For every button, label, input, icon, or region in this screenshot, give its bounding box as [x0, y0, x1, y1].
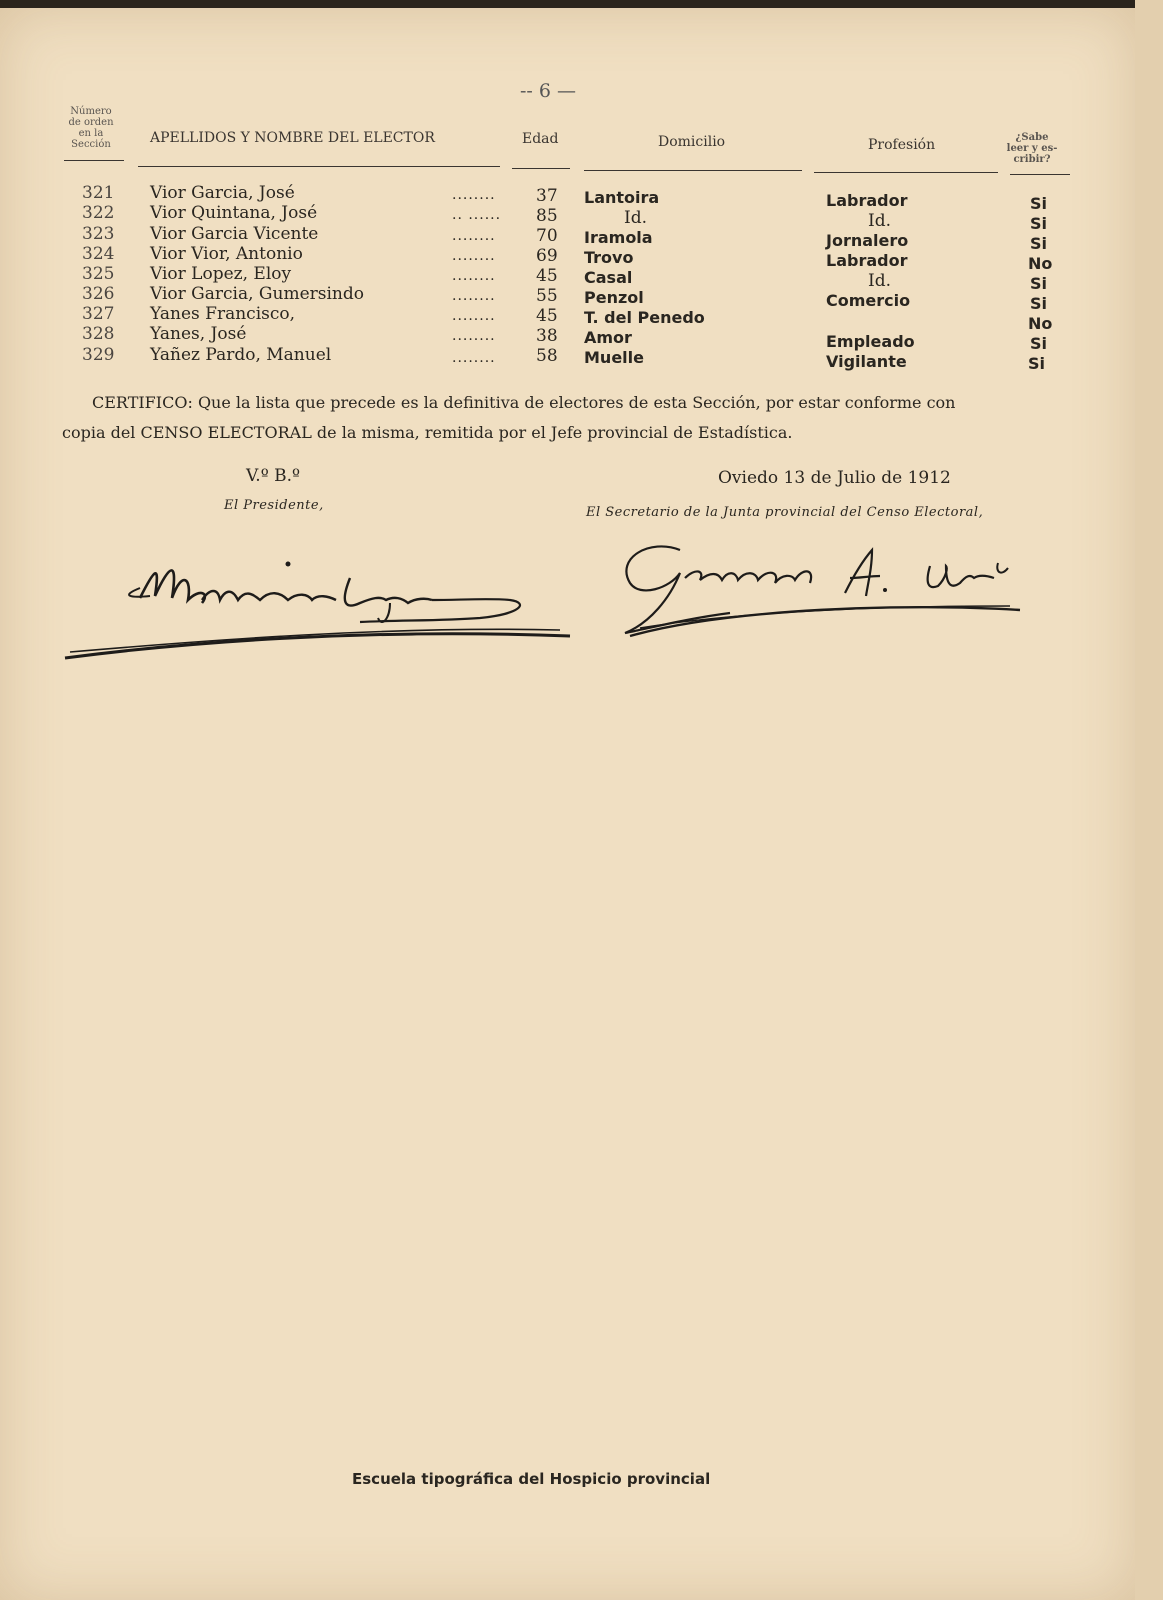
row-dots: ........ — [452, 187, 496, 203]
row-number: 321 — [82, 183, 115, 203]
header-numero-line: en la — [78, 128, 104, 139]
header-numero — [58, 106, 124, 150]
row-dots: ........ — [452, 308, 496, 324]
row-number: 324 — [82, 244, 115, 264]
row-number: 326 — [82, 284, 115, 304]
row-domicilio: Id. — [624, 208, 648, 228]
row-dots: ........ — [452, 288, 496, 304]
header-sabe-line: cribir? — [1013, 154, 1051, 165]
row-profesion: Id. — [868, 271, 892, 291]
row-number: 323 — [82, 224, 115, 244]
row-age: 45 — [536, 306, 558, 326]
header-rule — [1010, 174, 1070, 175]
row-name: Vior Vior, Antonio — [150, 244, 303, 264]
row-age: 55 — [536, 286, 558, 306]
row-domicilio: Iramola — [584, 228, 653, 247]
row-dots: ........ — [452, 328, 496, 344]
page-edge — [1135, 0, 1163, 1600]
row-number: 325 — [82, 264, 115, 284]
header-rule — [512, 168, 570, 169]
signature-president — [60, 548, 590, 668]
row-domicilio: Lantoira — [584, 188, 660, 207]
header-nombre: APELLIDOS Y NOMBRE DEL ELECTOR — [150, 130, 435, 146]
date-line: Oviedo 13 de Julio de 1912 — [718, 468, 951, 488]
row-name: Yañez Pardo, Manuel — [150, 345, 332, 365]
page-number: -- 6 — — [520, 80, 577, 102]
row-profesion: Empleado — [826, 332, 915, 351]
header-profesion: Profesión — [868, 137, 936, 153]
header-rule — [814, 172, 998, 173]
row-sabe: Si — [1030, 274, 1048, 293]
row-profesion: Labrador — [826, 251, 908, 270]
row-sabe: Si — [1030, 194, 1048, 213]
header-numero-line: Sección — [71, 139, 111, 150]
row-dots: ........ — [452, 228, 496, 244]
row-age: 58 — [536, 346, 558, 366]
header-numero-line: Número — [70, 106, 112, 117]
header-rule — [64, 160, 124, 161]
row-dots: ........ — [452, 268, 496, 284]
printer-footer: Escuela tipográfica del Hospicio provincial — [352, 1470, 711, 1488]
row-profesion: Id. — [868, 211, 892, 231]
row-age: 38 — [536, 326, 558, 346]
row-number: 327 — [82, 304, 115, 324]
row-domicilio: Muelle — [584, 348, 644, 367]
row-profesion: Vigilante — [826, 352, 907, 371]
header-sabe-line: leer y es- — [1006, 143, 1058, 154]
header-sabe-line: ¿Sabe — [1015, 132, 1049, 143]
row-age: 37 — [536, 186, 558, 206]
row-sabe: Si — [1030, 214, 1048, 233]
row-name: Yanes Francisco, — [150, 304, 296, 324]
header-domicilio: Domicilio — [658, 134, 726, 150]
row-name: Vior Lopez, Eloy — [150, 264, 292, 284]
secretary-label: El Secretario de la Junta provincial del Censo Electoral, — [586, 505, 984, 520]
row-sabe: Si — [1030, 294, 1048, 313]
signature-secretary — [610, 528, 1050, 648]
row-domicilio: Trovo — [584, 248, 634, 267]
row-sabe: No — [1028, 314, 1053, 333]
row-domicilio: Penzol — [584, 288, 644, 307]
row-sabe: Si — [1030, 234, 1048, 253]
row-number: 322 — [82, 203, 115, 223]
row-age: 85 — [536, 206, 558, 226]
row-sabe: Si — [1030, 334, 1048, 353]
row-dots: ........ — [452, 350, 496, 366]
certificate-line-1: CERTIFICO: Que la lista que precede es la definitiva de electores de esta Sección, por estar conforme con — [92, 393, 956, 412]
header-rule — [138, 166, 500, 167]
row-age: 69 — [536, 246, 558, 266]
certificate-line-2: copia del CENSO ELECTORAL de la misma, remitida por el Jefe provincial de Estadística. — [62, 423, 793, 442]
row-sabe: Si — [1028, 354, 1046, 373]
row-profesion: Jornalero — [826, 231, 909, 250]
row-domicilio: Amor — [584, 328, 632, 347]
row-number: 329 — [82, 345, 115, 365]
row-dots: ........ — [452, 248, 496, 264]
header-edad: Edad — [522, 131, 559, 147]
header-rule — [584, 170, 802, 171]
row-domicilio: Casal — [584, 268, 633, 287]
row-sabe: No — [1028, 254, 1053, 273]
document-page — [0, 8, 1135, 1600]
row-name: Vior Quintana, José — [150, 203, 318, 223]
row-profesion: Labrador — [826, 191, 908, 210]
row-name: Vior Garcia, Gumersindo — [150, 284, 364, 304]
row-name: Yanes, José — [150, 324, 247, 344]
header-numero-line: de orden — [68, 117, 114, 128]
president-label: El Presidente, — [224, 498, 324, 513]
row-profesion: Comercio — [826, 291, 911, 310]
row-domicilio: T. del Penedo — [584, 308, 705, 327]
row-number: 328 — [82, 324, 115, 344]
header-sabe — [1004, 132, 1060, 165]
row-age: 70 — [536, 226, 558, 246]
row-dots: .. ...... — [452, 207, 502, 223]
row-name: Vior Garcia, José — [150, 183, 295, 203]
row-age: 45 — [536, 266, 558, 286]
visto-bueno: V.º B.º — [246, 466, 300, 486]
row-name: Vior Garcia Vicente — [150, 224, 319, 244]
